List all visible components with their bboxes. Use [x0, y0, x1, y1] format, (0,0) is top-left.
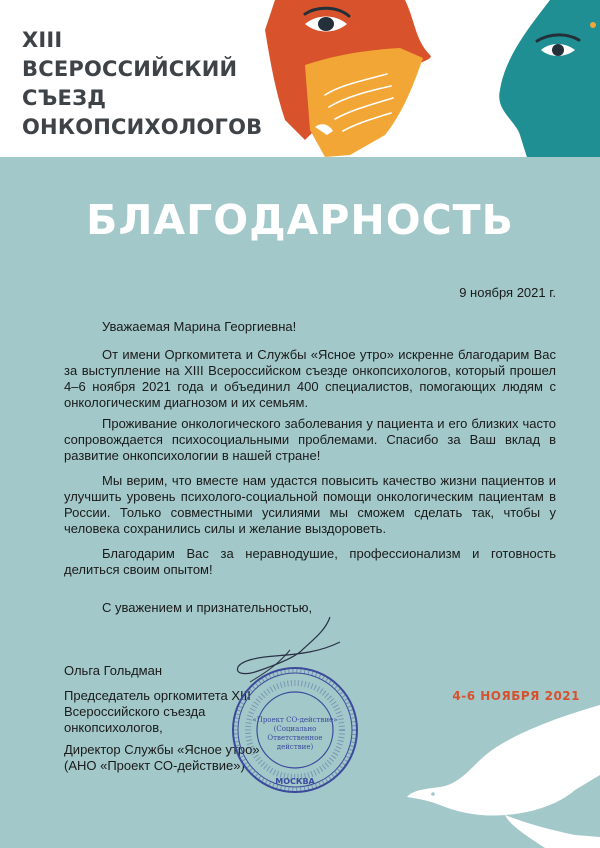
header-banner — [0, 0, 600, 157]
dove-icon — [385, 705, 600, 848]
letter-paragraph — [64, 347, 556, 411]
paragraph-text: Благодарим Вас за неравнодушие, профессионализм и готовность делиться своим опытом! — [64, 546, 556, 577]
page-title: БЛАГОДАРНОСТЬ — [86, 196, 514, 244]
event-title-line: XIII — [22, 28, 63, 52]
paragraph-text: Проживание онкологического заболевания у пациента и его близких часто сопровождается психосоциальными проблемами. Спасибо за Ваш вклад в развитие онкопсихологии в нашей стране! — [64, 416, 556, 463]
seal-stamp — [225, 660, 365, 800]
letter-closing: С уважением и признательностью, — [102, 600, 313, 615]
paragraph-text: Мы верим, что вместе нам удастся повысить качество жизни пациентов и улучшить уровень психолого-социальной помощи онкологическим пациентам в России. Только совместными усилиями мы сможем сделать так, чтобы у человека сохранились силы и желание выздороветь. — [64, 473, 556, 536]
svg-text:(Социально: (Социально — [273, 725, 317, 733]
signer-position: Председатель оргкомитета XIII Всероссийского съезда онкопсихологов, — [64, 688, 251, 735]
letter-greeting: Уважаемая Марина Георгиевна! — [102, 319, 297, 334]
event-title-line: СЪЕЗД — [22, 86, 107, 110]
svg-text:«Проект СО-действие»: «Проект СО-действие» — [252, 716, 338, 724]
svg-text:Ответственное: Ответственное — [267, 734, 323, 742]
signer-position-secondary: Директор Службы «Ясное утро» (АНО «Проект СО-действие») — [64, 742, 260, 773]
event-title-line: ВСЕРОССИЙСКИЙ — [22, 57, 238, 81]
event-title — [22, 26, 262, 142]
svg-text:действие): действие) — [276, 743, 314, 751]
event-title-line: ОНКОПСИХОЛОГОВ — [22, 115, 263, 139]
face-illustration — [265, 0, 600, 157]
letter-date: 9 ноября 2021 г. — [459, 285, 556, 300]
letter-paragraph — [64, 546, 556, 578]
signer-name: Ольга Гольдман — [64, 663, 163, 678]
svg-text:МОСКВА: МОСКВА — [275, 777, 315, 786]
letter-paragraph — [64, 473, 556, 537]
letter-paragraph — [64, 416, 556, 464]
event-dates: 4-6 НОЯБРЯ 2021 — [452, 689, 580, 703]
paragraph-text: От имени Оргкомитета и Службы «Ясное утро» искренне благодарим Вас за выступление на XIII Всероссийском съезде онкопсихологов, который прошел 4–6 ноября 2021 года и объединил 400 специалистов, помогающих людям с онкологическим диагнозом и их семьям. — [64, 347, 556, 410]
